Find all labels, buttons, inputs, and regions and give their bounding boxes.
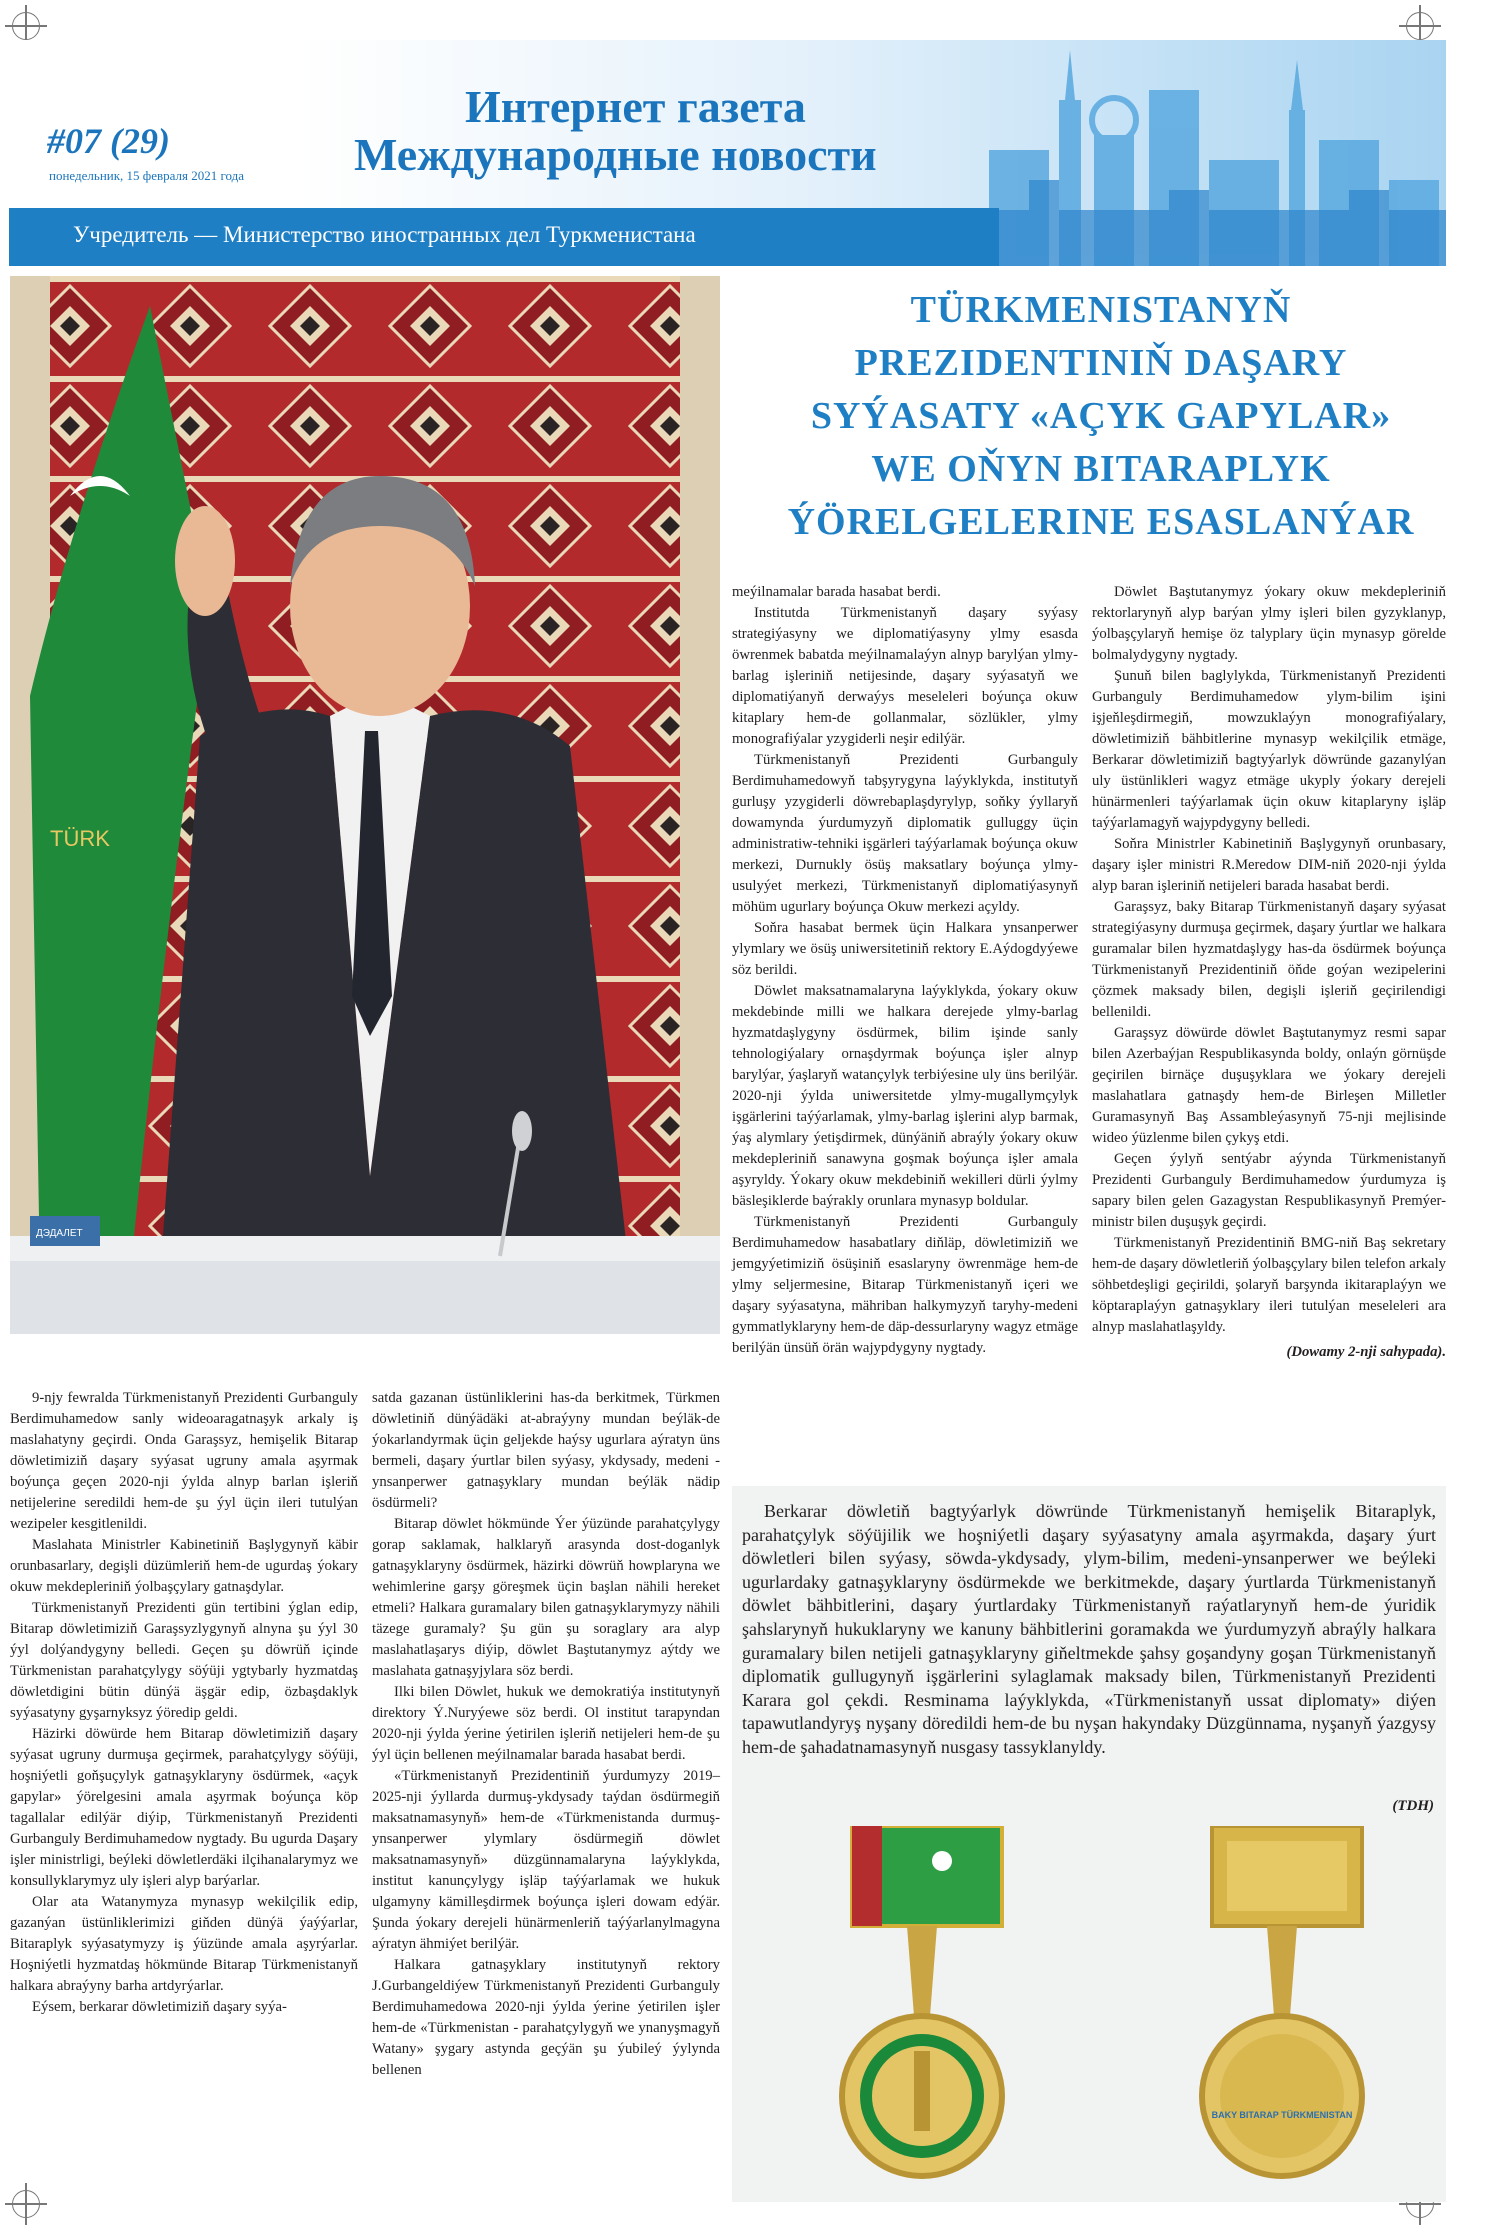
article-paragraph: «Türkmenistanyň Prezidentiniň ýurdumyzy 2019–2025-nji ýyllarda durmuş-ykdysady taýdan ösdürmegiň maksatnamasynyň» hem-de «Türkmenistanda durmuş-ynsanperwer ylymlary ösdürmegiň döwlet maksatnamasynyň» düzgünnamalaryna laýyklykda, institut kanunçylygy işläp taýýarlamak we hukuk ulgamyny kämilleşdirmek boýunça işleri dowam edýär. Şunda ýokary derejeli hünärmenleriň taýýarlanylmagyna aýratyn ähmiýet berilýär. [372,1768,720,1952]
medal-with-flag-ribbon [822,1826,1022,2186]
medal-with-gold-ribbon [1182,1826,1382,2186]
article-paragraph: Türkmenistanyň Prezidenti Gurbanguly Berdimuhamedowyň tabşyrygyna laýyklykda, institutyň gurluşy yzygiderli döwrebaplaşdyrylyp, soňky ýyllaryň dowamynda ýurdumyzyň diplomatik gulluggy üçin administratiw-tehniki işgärleri taýýarlamak boýunça okuw merkezi, Durnukly ösüş maksatlary boýunça ylmy-usulyýet merkezi, Türkmenistanyň diplomatiýasynyň möhüm ugurlary boýunça Okuw merkezi açyldy. [732,752,1078,915]
article-paragraph: Bitarap döwlet hökmünde Ýer ýüzünde parahatçylygy gorap saklamak, halklaryň arasynda dost-doganlyk gatnaşyklaryny ösdürmek, häzirki döwrüň howplaryna we wehimlerine garşy göreşmek üçin başlan nähili hereket etmeli? Halkara guramalary bilen gatnaşyklarymyzy nähili täzege guramaly? Şu gün şu soraglary ara alyp maslahatlaşarys diýip, döwlet Baştutanymyz aýtdy we maslahata gatnaşyjylara söz berdi. [372,1516,720,1679]
headline-line: ÝÖRELGELERINE ESASLANÝAR [787,501,1415,543]
decree-box [732,1486,1446,2202]
article-column-2 [372,1388,720,2081]
article-paragraph: Türkmenistanyň Prezidenti gün tertibini ýglan edip, Bitarap döwletimiziň Garaşsyzlygynyň alnyna şu ýyl 30 ýyl dolýandygyny belledi. Geçen şu döwrüň içinde Türkmenistan parahatçylygy söýüji ygtybarly hyzmatdaş döwletdigini bütin dünýä äşgär edip, özbaşdaklyk syýasatyny gyşarnyksyz ýöredip geldi. [10,1600,358,1721]
article-paragraph: Olar ata Watanymyza mynasyp wekilçilik edip, gazanýan üstünliklerimizi giňden dünýä ýaýýarlar, Bitaraplyk syýasatymyzy iş ýüzünde amala aşyrýarlar. Hoşniýetli hyzmatdaş hökmünde Bitarap Türkmenistanyň halkara abraýyny barha artdyrýarlar. [10,1894,358,1994]
article-paragraph: 9-njy fewralda Türkmenistanyň Prezidenti Gurbanguly Berdimuhamedow sanly wideoaragatnaşyk arkaly iş maslahatyny geçirdi. Onda Garaşsyz, hemişelik Bitarap döwletimiziň daşary syýasat ugruny amala aşyrmak boýunça geçen 2020-nji ýylda alnyp barlan işleriň netijelerine seredildi hem-de şu ýyl üçin ileri tutulýan wezipeler kesgitlenildi. [10,1390,358,1532]
masthead [9,40,1446,266]
article-paragraph: Halkara gatnaşyklary institutynyň rektory J.Gurbangeldiýew Türkmenistanyň Prezidenti Gurbanguly Berdimuhamedowa 2020-nji ýylda ýerine ýetirilen işler hem-de «Türkmenistan - parahatçylygyň we ynanyşmagyň Watany» şygary astynda geçýän şu ýubileý ýylynda bellenen [372,1957,720,2078]
article-paragraph: Institutda Türkmenistanyň daşary syýasy strategiýasyny we diplomatiýasyny ylmy esasda öwrenmek babatda meýilnamalaýyn alnyp barylýan ylmy-barlag işleriniň netijesinde, daşary syýasatyň we diplomatiýanyň derwaýys meseleleri boýunça okuw kitaplary hem-de gollanmalar, sözlükler, ylmy monografiýalar yzygiderli neşir edilýär. [732,605,1078,747]
decree-paragraph: Berkarar döwletiň bagtyýarlyk döwründe Türkmenistanyň hemişelik Bitaraplyk, parahatçylyk söýüjilik we hoşniýetli daşary syýasatyny amala aşyrmakda, daşary ýurt döwletleri bilen syýasy, söwda-ykdysady, ylym-bilim, medeni-ynsanperwer we beýleki ugurlardaky gatnaşyklaryny ösdürmekde we berkitmekde, daşary ýurtlarda Türkmenistanyň döwlet bähbitlerini, daşary ýurtlardaky Türkmenistanyň raýatlarynyň hem-de ýuridik şahslarynyň hukuklaryny we kanuny bähbitlerini goramakda we ýurdumyzyň abraýly halkara guramalary bilen netijeli gatnaşyklaryny giňeltmekde şahsy goşandyny goşan Türkmenistanyň diplomatik gullugynyň işgärlerini sylaglamak maksady bilen, Türkmenistanyň Prezidenti Karara gol çekdi. Resminama laýyklykda, «Türkmenistanyň ussat diplomaty» diýen tapawutlandyryş nyşany döredildi hem-de bu nyşan hakyndaky Düzgünnama, nyşanyň ýazgysy hem-de şahadatnamasynyň nusgasy tassyklanyldy. [742,1501,1436,1757]
president-photo [10,276,720,1334]
article-paragraph: satda gazanan üstünliklerini has-da berkitmek, Türkmen döwletiniň dünýädäki at-abraýyny mundan beýläk-de ýokarlandyrmak üçin geljekde haýsy ugurlara aýratyn üns bermeli, daşary ýurtlar bilen syýasy, ykdysady, medeni - ynsanperwer gatnaşyklary mundan beýläk nädip ösdürmeli? [372,1390,720,1511]
decree-source: (TDH) [1392,1798,1434,1814]
registration-mark-top-left [12,12,40,40]
headline [756,284,1446,549]
continued-note: (Dowamy 2-nji sahypada). [1286,1344,1446,1360]
headline-line: TÜRKMENISTANYŇ [910,289,1292,331]
article-paragraph: meýilnamalar barada hasabat berdi. [732,584,941,600]
headline-line: WE OŇYN BITARAPLYK [871,448,1331,490]
article-column-1 [10,1388,358,2018]
flag-text: TÜRK [50,826,110,851]
registration-mark-top-right [1406,12,1434,40]
article-paragraph: Türkmenistanyň Prezidenti Gurbanguly Berdimuhamedow hasabatlary diňläp, döwletimiziň we jemgyýetimiziň ösüşiniň esaslaryny öwrenmäge hem-de ylmy seljermesine, Bitarap Türkmenistanyň içeri we daşary syýasatyna, mähriban halkymyzyň taryhy-medeni gymmatlyklaryny hem-de däp-dessurlaryny wagyz etmäge berilýän ünsüň örän wajypdygyny nygtady. [732,1214,1078,1356]
article-paragraph: Şunuň bilen baglylykda, Türkmenistanyň Prezidenti Gurbanguly Berdimuhamedow ylym-bilim işini işjeňleşdirmegiň, mowzuklaýyn monografiýalary, döwletimiziň bähbitlerine mynasyp wekilçilik etmäge, Berkarar döwletimiziň bagtyýarlyk döwründe gazanylýan uly üstünlikleri wagyz etmäge ukyply ýokary derejeli hünärmenleri taýýarlamak üçin okuw kitaplaryny işläp taýýarlamagyň wajypdygyny belledi. [1092,668,1446,831]
headline-line: PREZIDENTINIŇ DAŞARY [854,342,1348,384]
founder-bar: Учредитель — Министерство иностранных дел Туркменистана [9,208,999,266]
article-paragraph: Soňra hasabat bermek üçin Halkara ynsanperwer ylymlary we ösüş uniwersitetiniň rektory E.Aýdogdyýewe söz berildi. [732,920,1078,978]
city-skyline-illustration [969,40,1446,266]
article-paragraph: Garaşsyz, baky Bitarap Türkmenistanyň daşary syýasat strategiýasyny durmuşa geçirmek, daşary ýurtlar we halkara guramalar bilen hyzmatdaşlygy has-da ösdürmek boýunça Türkmenistanyň Prezidentiniň öňde goýan wezipelerini çözmek maksady bilen, degişli işleriň geçirilendigi bellenildi. [1092,899,1446,1020]
article-column-4 [1092,582,1446,1363]
issue-date: понедельник, 15 февраля 2021 года [49,168,244,183]
registration-mark-bottom-left [12,2190,40,2218]
newspaper-title-line2: Международные новости [354,129,877,180]
decree-text [742,1500,1436,1760]
article-paragraph: Eýsem, berkarar döwletimiziň daşary syýa- [32,1999,287,2015]
headline-line: SYÝASATY «AÇYK GAPYLAR» [810,395,1392,437]
article-paragraph: Häzirki döwürde hem Bitarap döwletimiziň daşary syýasat ugruny durmuşa geçirmek, parahatçylygy söýüji, hoşniýetli goňşuçylyk gatnaşyklaryny ösdürmek, «açyk gapylar» ýörelgesini amala aşyrmak boýunça köp tagallalar edilýär diýip, Türkmenistanyň Prezidenti Gurbanguly Berdimuhamedow nygtady. Bu ugurda Daşary işler ministrligi, beýleki döwletlerdäki ilçihanalarymyz we konsullyklarymyz uly işleri alyp barýarlar. [10,1726,358,1889]
medal-text: BAKY BITARAP TÜRKMENISTAN [1211,2110,1353,2120]
article-paragraph: Soňra Ministrler Kabinetiniň Başlygynyň orunbasary, daşary işler ministri R.Meredow DIM-niň 2020-nji ýylda alyp baran işleriniň netijeleri barada hasabat berdi. [1092,836,1446,894]
article-paragraph: Döwlet maksatnamalaryna laýyklykda, ýokary okuw mekdebinde milli we halkara derejede ylmy-barlag hyzmatdaşlygyny ösdürmek, bilim işinde sanly tehnologiýalary ornaşdyrmak boýunça işler alnyp barylýar, ýaşlaryň watançylyk terbiýesine uly üns berilýär. 2020-nji ýylda uniwersitetde ylmy-mugallymçylyk işgärlerini taýýarlamak, ylmy-barlag işlerini alyp barmak, ýaş alymlary ýetişdirmek, dünýäniň abraýly ýokary okuw mekdepleriniň sanawyna goşmak boýunça işler amala aşyryldy. Ýokary okuw mekdebiniň wekilleri dürli ýylmy bäsleşiklerde baýrakly orunlara mynasyp boldular. [732,983,1078,1209]
newspaper-title-line1: Интернет газета [465,81,806,132]
article-column-3 [732,582,1078,1359]
article-paragraph: Garaşsyz döwürde döwlet Baştutanymyz resmi sapar bilen Azerbaýjan Respublikasynda boldy, onlaýn görnüşde geçirilen birnäçe duşuşyklara we ýokary derejeli maslahatlara gatnaşdy hem-de Birleşen Milletler Guramasynyň Baş Assambleýasynyň 75-nji mejlisinde wideo ýüzlenme bilen çykyş etdi. [1092,1025,1446,1146]
book-title: ДЭДАЛЕТ [36,1228,83,1239]
article-paragraph: Döwlet Baştutanymyz ýokary okuw mekdepleriniň rektorlarynyň alyp barýan ylmy işleri bilen gyzyklanyp, ýolbaşçylaryň hemişe öz talyplary üçin mynasyp görelde bolmalydygyny nygtady. [1092,584,1446,663]
article-paragraph: Ilki bilen Döwlet, hukuk we demokratiýa institutynyň direktory Ý.Nuryýewe söz berdi. Ol institut tarapyndan 2020-nji ýylda ýerine ýetirilen işleriň netijeleri hem-de şu ýyl üçin bellenen meýilnamalar barada hasabat berdi. [372,1684,720,1763]
article-paragraph: Türkmenistanyň Prezidentiniň BMG-niň Baş sekretary hem-de daşary döwletleriň ýolbaşçylary bilen telefon arkaly söhbetdeşligi geçirildi, şolaryň barşynda ikitaraplaýyn we köptaraplaýyn gatnaşyklary ileri tutulýan meseleleri ara alnyp maslahatlaşyldy. [1092,1235,1446,1335]
article-paragraph: Geçen ýylyň sentýabr aýynda Türkmenistanyň Prezidenti Gurbanguly Berdimuhamedow ýurdumyza iş sapary bilen gelen Gazagystan Respublikasynyň Premýer-ministr bilen duşuşyk geçirdi. [1092,1151,1446,1230]
issue-number: #07 (29) [47,121,170,161]
article-paragraph: Maslahata Ministrler Kabinetiniň Başlygynyň käbir orunbasarlary, degişli düzümleriň hem-de ugurdaş ýokary okuw mekdepleriniň ýolbaşçylary gatnaşdylar. [10,1537,358,1595]
